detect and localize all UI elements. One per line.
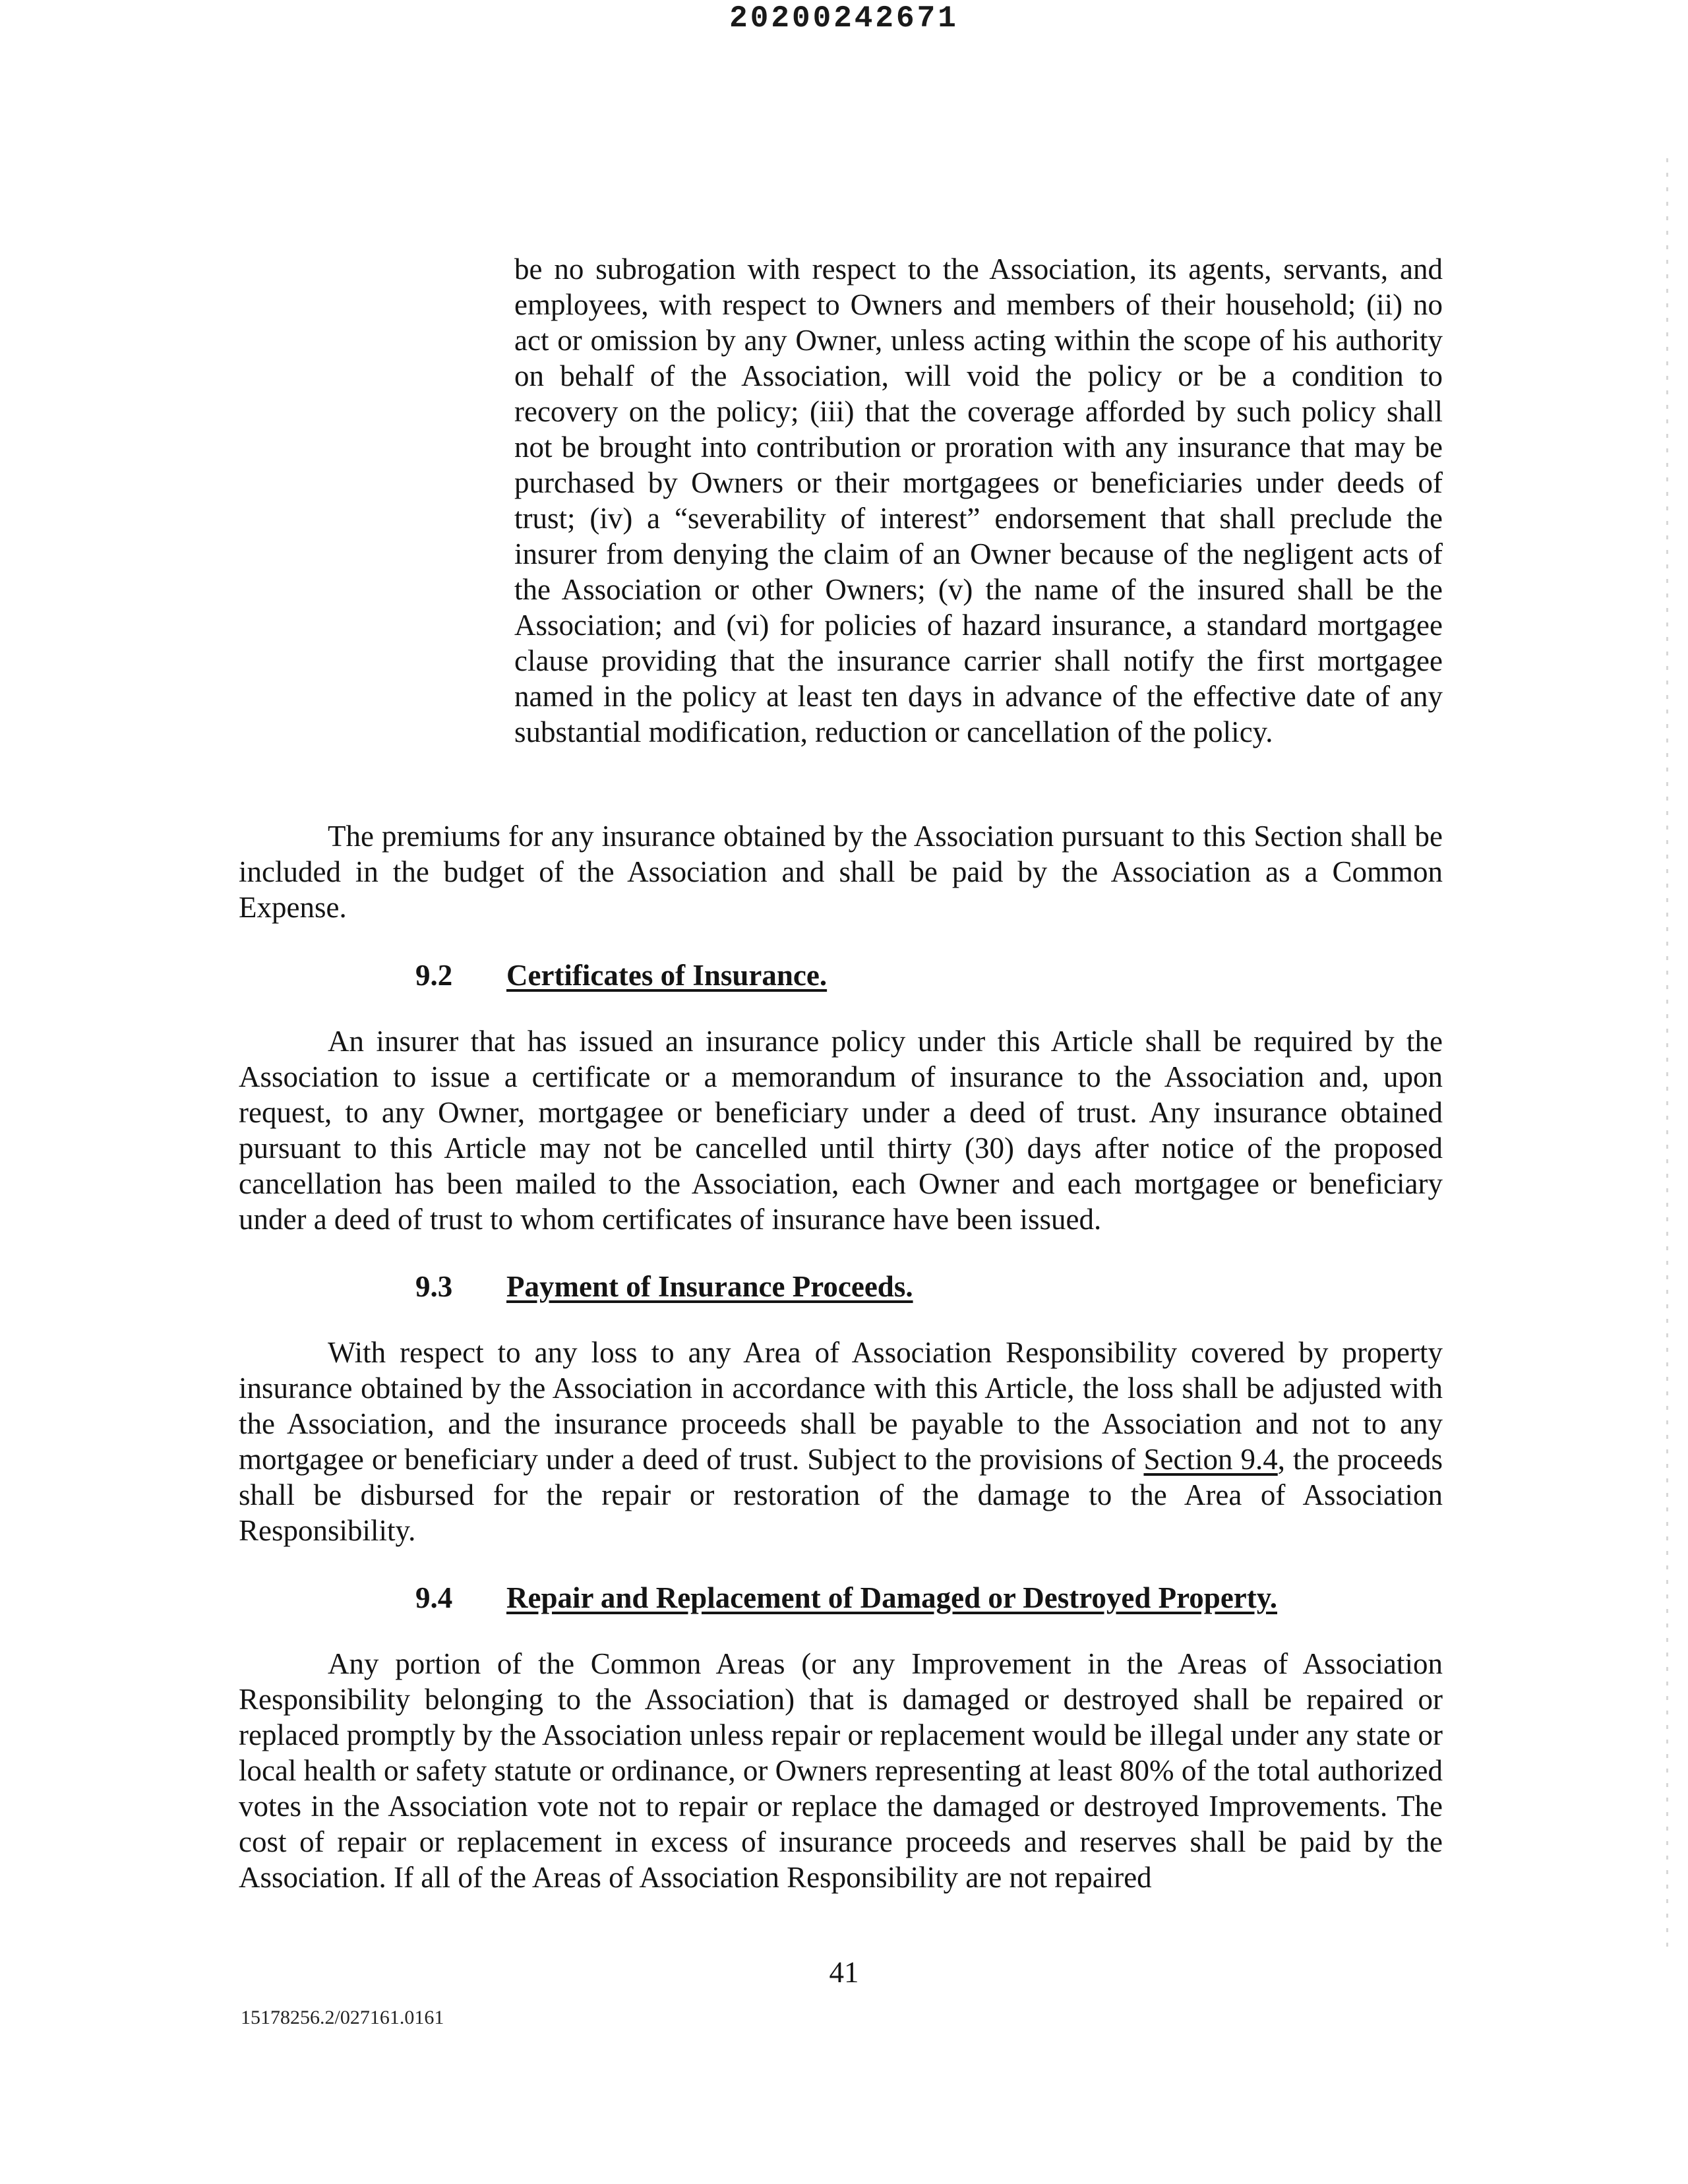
section-9-2-body: An insurer that has issued an insurance policy under this Article shall be required by the Association to issue a certificate or a memorandum of insurance to the Association and, upon request, to any Owner, mortgagee or beneficiary under a deed of trust. Any insurance obtained pursuant to this Article may not be cancelled until thirty (30) days after notice of the proposed cancellation has been mailed to the Association, each Owner and each mortgagee or beneficiary under a deed of trust to whom certificates of insurance have been issued. <box>239 1025 1443 1236</box>
section-number: 9.2 <box>415 959 453 992</box>
premiums-paragraph: The premiums for any insurance obtained by the Association pursuant to this Section shall be included in the budget of the Association and shall be paid by the Association as a Common Expense. <box>239 820 1443 924</box>
section-9-3-body-text-end: , the proceeds shall be disbursed for the repair or restoration of the damage to the Area of Association Responsibility. <box>239 1443 1443 1547</box>
section-9-3-body-text: With respect to any loss to any Area of Association Responsibility covered by property insurance obtained by the Association in accordance with this Article, the loss shall be adjusted with the Association, and the insurance proceeds shall be payable to the Association and not to any mortgagee or beneficiary under a deed of trust. Subject to the provisions of <box>239 1336 1443 1476</box>
section-9-4-body: Any portion of the Common Areas (or any Improvement in the Areas of Association Responsibility belonging to the Association) that is damaged or destroyed shall be repaired or replaced promptly by the Association unless repair or replacement would be illegal under any state or local health or safety statute or ordinance, or Owners representing at least 80% of the total authorized votes in the Association vote not to repair or replace the damaged or destroyed Improvements. The cost of repair or replacement in excess of insurance proceeds and reserves shall be paid by the Association. If all of the Areas of Association Responsibility are not repaired <box>239 1647 1443 1894</box>
recording-number: 20200242671 <box>729 1 959 36</box>
section-title: Certificates of Insurance. <box>506 959 828 992</box>
section-9-3-heading <box>415 1269 913 1304</box>
section-number: 9.4 <box>415 1581 453 1614</box>
document-id: 15178256.2/027161.0161 <box>241 2007 444 2028</box>
section-9-4-heading <box>415 1580 1277 1616</box>
section-title: Payment of Insurance Proceeds. <box>506 1270 913 1303</box>
continued-clause-block: be no subrogation with respect to the Association, its agents, servants, and employees, with respect to Owners and members of their household; (ii) no act or omission by any Owner, unless acting within the scope of his authority on behalf of the Association, will void the policy or be a condition to recovery on the policy; (iii) that the coverage afforded by such policy shall not be brought into contribution or proration with any insurance that may be purchased by Owners or their mortgagees or beneficiaries under deeds of trust; (iv) a “severability of interest” endorsement that shall preclude the insurer from denying the claim of an Owner because of the negligent acts of the Association or other Owners; (v) the name of the insured shall be the Association; and (vi) for policies of hazard insurance, a standard mortgagee clause providing that the insurance carrier shall notify the first mortgagee named in the policy at least ten days in advance of the effective date of any substantial modification, reduction or cancellation of the policy. <box>514 253 1443 748</box>
section-9-2-heading <box>415 957 827 993</box>
section-9-4-reference: Section 9.4 <box>1143 1443 1278 1476</box>
page-number: 41 <box>829 1956 859 1989</box>
scan-margin-artifact <box>1666 158 1668 1952</box>
section-number: 9.3 <box>415 1270 453 1303</box>
section-title: Repair and Replacement of Damaged or Destroyed Property. <box>506 1581 1278 1614</box>
section-9-3-body <box>239 1335 1443 1548</box>
